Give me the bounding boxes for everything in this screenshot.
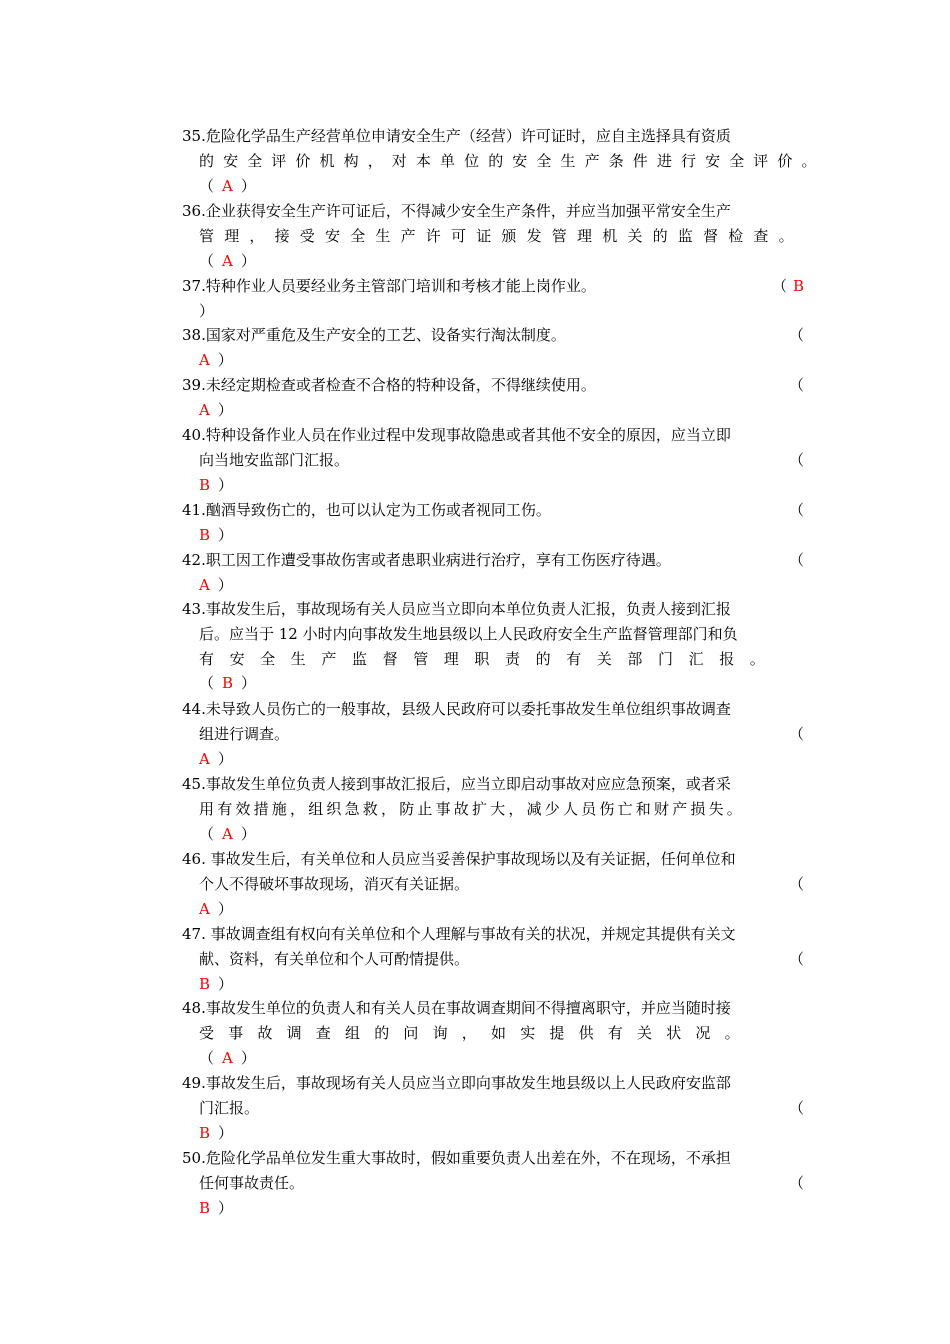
question-44 xyxy=(182,697,808,771)
answer-letter: B xyxy=(199,525,211,544)
question-46 xyxy=(182,847,808,921)
answer-letter: B xyxy=(222,674,234,693)
answer-letter: A xyxy=(199,400,210,419)
question-text: 受事故调查组的问询，如实提供有关状况。 xyxy=(199,1023,754,1042)
answer: （ A ） xyxy=(199,1048,256,1067)
question-35 xyxy=(182,124,826,198)
question-text: 国家对严重危及生产安全的工艺、设备实行淘汰制度。 xyxy=(205,326,566,344)
question-text: 事故发生后，有关单位和人员应当妥善保护事故现场以及有关证据，任何单位和 xyxy=(205,850,736,868)
question-text: 企业获得安全生产许可证后，不得减少安全生产条件，并应当加强平常安全生产 xyxy=(205,202,731,220)
answer-letter: A xyxy=(199,749,210,768)
question-38 xyxy=(182,323,808,373)
question-43 xyxy=(182,597,808,696)
answer: （ B ） xyxy=(199,674,257,693)
question-50 xyxy=(182,1146,808,1220)
question-text: 向当地安监部门汇报。 xyxy=(199,450,350,469)
question-number: 38. xyxy=(182,326,206,344)
answer-letter: A xyxy=(222,1048,233,1067)
question-text: 事故发生单位负责人接到事故汇报后，应当立即启动事故对应应急预案，或者采 xyxy=(205,775,731,793)
question-text: 门汇报。 xyxy=(199,1098,260,1117)
question-number: 35. xyxy=(182,127,206,145)
question-36 xyxy=(182,199,808,273)
answer: B ） xyxy=(199,974,234,993)
answer: B ） xyxy=(199,1123,234,1142)
answer: （ A ） xyxy=(199,251,256,270)
answer: A ） xyxy=(199,575,233,594)
answer: B ） xyxy=(199,525,234,544)
answer-letter: A xyxy=(222,824,233,843)
question-number: 43. xyxy=(182,600,206,618)
question-text: 组进行调查。 xyxy=(199,724,290,743)
question-text: 事故调查组有权向有关单位和个人理解与事故有关的状况，并规定其提供有关文 xyxy=(205,925,736,943)
question-49 xyxy=(182,1071,808,1145)
answer-open: （ xyxy=(788,874,804,893)
question-number: 47. xyxy=(182,925,206,943)
question-text: 有安全生产监督管理职责的有关部门汇报。 xyxy=(199,649,781,668)
answer-letter: B xyxy=(199,974,211,993)
answer-open: （ xyxy=(788,949,804,968)
answer-letter: B xyxy=(199,1198,211,1217)
answer-open: （ B xyxy=(771,277,804,295)
answer-letter: B xyxy=(199,475,211,494)
question-40 xyxy=(182,423,808,497)
question-number: 48. xyxy=(182,999,206,1017)
answer-open: （ xyxy=(788,450,804,469)
question-text: 未导致人员伤亡的一般事故，县级人民政府可以委托事故发生单位组织事故调查 xyxy=(205,700,731,718)
question-text: 个人不得破坏事故现场，消灭有关证据。 xyxy=(199,874,470,893)
question-number: 36. xyxy=(182,202,206,220)
question-number: 49. xyxy=(182,1074,206,1092)
question-number: 41. xyxy=(182,501,206,519)
question-47 xyxy=(182,922,808,996)
question-number: 40. xyxy=(182,426,206,444)
question-text-justified xyxy=(182,149,826,174)
question-text: 特种设备作业人员在作业过程中发现事故隐患或者其他不安全的原因，应当立即 xyxy=(205,426,731,444)
question-text: 的安全评价机构，对本单位的安全生产条件进行安全评价。 xyxy=(199,151,826,170)
question-text: 献、资料，有关单位和个人可酌情提供。 xyxy=(199,949,470,968)
question-number: 50. xyxy=(182,1149,206,1167)
answer-open: （ xyxy=(788,1098,804,1117)
answer-open: （ xyxy=(788,376,804,394)
question-text: 危险化学品生产经营单位申请安全生产（经营）许可证时，应自主选择具有资质 xyxy=(205,127,731,145)
answer: （ A ） xyxy=(199,824,256,843)
answer-letter: B xyxy=(199,1123,211,1142)
question-number: 42. xyxy=(182,551,206,569)
question-text: 后。应当于 12 小时内向事故发生地县级以上人民政府安全生产监督管理部门和负 xyxy=(199,624,738,643)
answer-close: ） xyxy=(199,301,215,320)
answer: （ A ） xyxy=(199,176,256,195)
answer-letter: A xyxy=(199,575,210,594)
answer-letter: B xyxy=(792,277,804,295)
question-text: 特种作业人员要经业务主管部门培训和考核才能上岗作业。 xyxy=(205,277,596,295)
question-text-justified xyxy=(182,224,808,249)
question-text: 危险化学品单位发生重大事故时，假如重要负责人出差在外，不在现场，不承担 xyxy=(205,1149,731,1167)
answer-open: （ xyxy=(788,326,804,344)
question-text: 未经定期检查或者检查不合格的特种设备，不得继续使用。 xyxy=(205,376,596,394)
answer-open: （ xyxy=(788,551,804,569)
answer: A ） xyxy=(199,400,233,419)
answer-letter: A xyxy=(222,251,233,270)
answer: A ） xyxy=(199,899,233,918)
question-42 xyxy=(182,548,808,598)
answer: B ） xyxy=(199,475,234,494)
answer-letter: A xyxy=(199,350,210,369)
question-number: 44. xyxy=(182,700,206,718)
answer: A ） xyxy=(199,749,233,768)
question-text: 管理，接受安全生产许可证颁发管理机关的监督检查。 xyxy=(199,226,804,245)
question-45 xyxy=(182,772,808,846)
question-text: 酗酒导致伤亡的，也可以认定为工伤或者视同工伤。 xyxy=(205,501,551,519)
answer: B ） xyxy=(199,1198,234,1217)
question-text: 任何事故责任。 xyxy=(199,1173,305,1192)
question-39 xyxy=(182,373,808,423)
question-number: 46. xyxy=(182,850,206,868)
question-text: 事故发生后，事故现场有关人员应当立即向事故发生地县级以上人民政府安监部 xyxy=(205,1074,731,1092)
answer: A ） xyxy=(199,350,233,369)
answer-open: （ xyxy=(788,1173,804,1192)
question-text: 事故发生单位的负责人和有关人员在事故调查期间不得擅离职守，并应当随时接 xyxy=(205,999,731,1017)
question-text: 事故发生后，事故现场有关人员应当立即向本单位负责人汇报，负责人接到汇报 xyxy=(205,600,731,618)
answer-letter: A xyxy=(222,176,233,195)
question-37 xyxy=(182,274,808,324)
question-number: 45. xyxy=(182,775,206,793)
question-number: 39. xyxy=(182,376,206,394)
question-41 xyxy=(182,498,808,548)
question-text: 职工因工作遭受事故伤害或者患职业病进行治疗，享有工伤医疗待遇。 xyxy=(205,551,671,569)
question-text: 用有效措施，组织急救，防止事故扩大，减少人员伤亡和财产损失。 xyxy=(199,799,746,818)
question-number: 37. xyxy=(182,277,206,295)
answer-open: （ xyxy=(788,724,804,743)
answer-open: （ xyxy=(788,501,804,519)
answer-letter: A xyxy=(199,899,210,918)
question-48 xyxy=(182,996,808,1070)
